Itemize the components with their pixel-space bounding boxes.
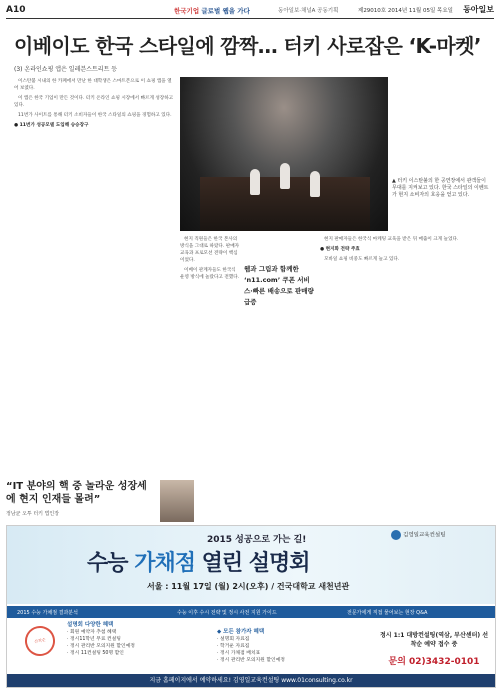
paragraph: 이 앱은 한국 기업이 만든 것이다. 터키 온라인 쇼핑 시장에서 빠르게 성장하고 있다. [14, 96, 174, 108]
list-item: · 회원 예약자 추첨 혜택 [67, 630, 117, 635]
article-headline: 이베이도 한국 스타일에 깜짝… 터키 사로잡은 ‘K-마켓’ [14, 34, 481, 58]
list-item: · 정시 관리반 모의지원 할인예정 [67, 644, 135, 649]
series-brand [174, 6, 250, 15]
list-item: · 정시 11컨설팅 50명 할인 [67, 651, 124, 656]
photo-dancer [310, 171, 320, 197]
paragraph: 11번가 사이트를 통해 터키 소비자들이 한국 스타일의 쇼핑을 경험하고 있다. [18, 113, 172, 118]
ad-title-c: 열린 설명회 [201, 551, 310, 576]
paragraph: 이스탄불 시내의 한 카페에서 만난 한 대학생은 스마트폰으로 이 쇼핑 앱을 열어 보였다. [14, 79, 172, 91]
paragraph: 모바일 쇼핑 비중도 빠르게 늘고 있다. [324, 257, 400, 262]
logo-icon [391, 530, 401, 540]
list-item: · 정시 관리반 모의지원 할인예정 [217, 658, 285, 663]
benefit-list-1 [67, 622, 135, 657]
photo-dancer [250, 169, 260, 195]
advertisement[interactable] [6, 525, 496, 688]
article-column-3 [320, 236, 490, 472]
contact-phone[interactable]: 문의 02)3432-0101 [388, 657, 480, 667]
pull-quote: 웹과 그림과 함께한 ‘n11.com’ 쿠폰 서비스·빠른 배송으로 판매량 급증 [244, 265, 314, 306]
benefit-list-title: ◆ 모든 참가자 혜택 [217, 629, 265, 635]
list-item: · 설명회 자료집 [217, 637, 250, 642]
program-1: 2015 수능 가채점 결과분석 [17, 610, 78, 616]
benefit-list-2 [217, 629, 285, 664]
article-column-1 [14, 78, 174, 473]
quote-author: 정남균 오투 터키 법인장 [6, 511, 60, 517]
photo-caption: ▲ 터키 이스탄불의 한 공연장에서 관객들이 무대를 지켜보고 있다. 한국 스타일의 이벤트가 현지 소비자의 호응을 얻고 있다. [392, 178, 489, 198]
program-2: 수능 이후 수시 전략 및 정시 사전 지원 가이드 [177, 610, 277, 616]
paragraph: 현지 판매자들은 한국식 마케팅 교육을 받은 뒤 매출이 크게 늘었다. [324, 237, 459, 242]
page-header [6, 4, 494, 19]
interview-quote [6, 480, 156, 517]
ad-footer-link[interactable]: 지금 홈페이지에서 예약하세요! 김영일교육컨설팅 www.01consulting.co.kr [7, 674, 495, 687]
ad-eyebrow: 2015 성공으로 가는 길! [207, 535, 307, 545]
article-photo [180, 77, 388, 231]
author-photo [160, 480, 194, 522]
ad-date-venue: 서울 : 11월 17일 (월) 2시(오후) / 건국대학교 새천년관 [147, 582, 350, 591]
issue-date: 제29010호 2014년 11월 05일 목요일 [358, 8, 453, 14]
ad-logo [391, 530, 446, 540]
ad-title-b: 가채점 [134, 551, 195, 576]
ad-program-bar [7, 606, 495, 618]
paragraph: 현지 직원들은 한국 본사의 방식을 그대로 따랐다. 판매자 교육과 프로모션 전략이 핵심이었다. [180, 237, 240, 263]
page-number: A10 [6, 5, 26, 15]
ad-logo-text: 김영일교육컨설팅 [403, 532, 446, 539]
list-item: · 정시11학년 무료 컨설팅 [67, 637, 121, 642]
ad-title [87, 546, 310, 577]
list-item: · 정시 가채점 배치표 [217, 651, 261, 656]
consulting-notice: 정시 1:1 대방컨설팅(역삼, 부산센터) 선착순 예약 접수 중 [379, 632, 488, 648]
first-come-stamp: 선착순 [22, 623, 58, 659]
article-column-2 [180, 236, 240, 472]
photo-dancer [280, 163, 290, 189]
ad-title-a: 수능 [87, 551, 128, 576]
program-3: 전문가에게 직접 물어보는 현장 Q&A [347, 610, 428, 616]
quote-text: “IT 분야의 핵 중 놀라운 성장세에 현지 인재들 몰려” [6, 481, 147, 505]
brand-highlight: 글로벌 웹을 [201, 7, 236, 15]
article-subhead: (3) 온라인쇼핑 앱은 일레븐스트리트 등 [14, 66, 118, 73]
newspaper-logo: 동아일보 [463, 4, 494, 14]
benefit-list-title: 설명회 다양한 혜택 [67, 622, 114, 628]
brand-suffix: 가다 [237, 7, 250, 15]
brand-prefix: 한국기업 [174, 7, 200, 15]
series-sub: 동아일보·채널A 공동기획 [278, 8, 339, 14]
list-item: · 학거운 자료집 [217, 644, 250, 649]
paragraph: 이베이 관계자들도 한국식 운영 방식에 놀랐다고 전했다. [180, 268, 240, 280]
section-heading: ● 현지화 전략 주효 [320, 247, 360, 252]
section-heading: ● 11번가 성공모델 도입해 승승장구 [14, 123, 89, 128]
